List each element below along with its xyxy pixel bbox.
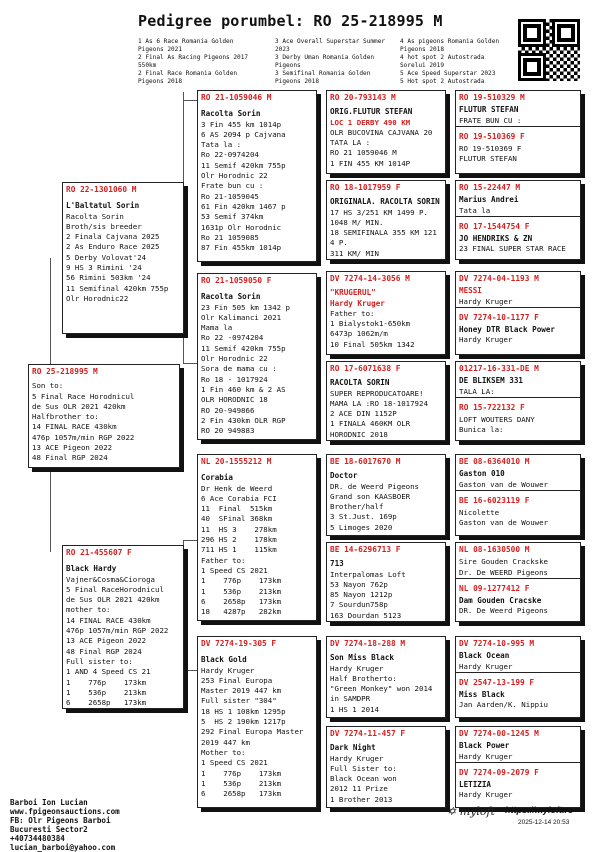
- info-line: mother to:: [66, 605, 111, 615]
- ring-number: BE 14-6296713 F: [330, 545, 401, 554]
- info-line: 1048 M/ MIN.: [330, 217, 384, 227]
- info-line: Interpalomas Loft: [330, 569, 406, 579]
- info-line: LOC 1 DERBY 490 KM: [330, 117, 411, 127]
- info-line: 14 FINAL RACE 430km: [32, 422, 117, 432]
- info-line: Olr Horodnic 22: [201, 354, 268, 364]
- info-line: RO 20 949883: [201, 426, 255, 436]
- pigeon-name: Marius Andrei: [459, 195, 519, 205]
- info-line: 40 SFinal 368km: [201, 514, 273, 524]
- info-line: RO 20-949866: [201, 405, 255, 415]
- pigeon-name: Miss Black: [459, 690, 505, 700]
- pigeon-card-subject[interactable]: [28, 364, 180, 468]
- info-line: 1 Brother 2013: [330, 794, 393, 804]
- info-line: 18 SEMIFINALA 355 KM 121: [330, 228, 437, 238]
- info-line: 17 HS 3/251 KM 1499 P.: [330, 207, 428, 217]
- pigeon-name: LETIZIA: [459, 780, 492, 790]
- pigeon-card-gen3-2[interactable]: [326, 180, 446, 260]
- ring-number: NL 08-1630500 M: [459, 545, 530, 554]
- info-line: 5 Final Race Horodnicul: [32, 391, 135, 401]
- ring-number: RO 19-510369 F: [459, 131, 525, 141]
- info-line: Hardy Kruger: [330, 753, 384, 763]
- info-line: 476p 1057m/min RGP 2022: [32, 432, 135, 442]
- info-line: 1 776p 173km: [201, 576, 282, 586]
- ring-number: RO 21-455607 F: [66, 548, 132, 557]
- print-date: 2025-12-14 20:53: [518, 819, 570, 826]
- info-line: Hardy Kruger: [459, 751, 513, 761]
- pigeon-name: Black Power: [459, 741, 510, 751]
- pigeon-name: Black Hardy: [66, 564, 117, 574]
- info-line: 1 FIN 455 KM 1014P: [330, 158, 411, 168]
- site-link[interactable]: https://myloft.ro: [505, 805, 574, 815]
- connector-line: [183, 100, 197, 101]
- info-line: Dr. De WEERD Pigeons: [459, 567, 548, 577]
- info-line: in SAMDPR: [330, 694, 371, 704]
- info-line: Olr Horodnic 22: [201, 171, 268, 181]
- info-line: 1 Bialystok1-650km: [330, 319, 411, 329]
- pigeon-card-gen2-3[interactable]: [197, 454, 317, 621]
- info-line: 11 Semif 420km 755p: [201, 343, 286, 353]
- ring-number: DV 7274-14-3056 M: [330, 274, 410, 283]
- ring-number: RO 21-1059050 F: [201, 276, 272, 285]
- info-line: 5 Derby Volovat'24: [66, 252, 147, 262]
- info-line: 2 ACE DIN 1152P: [330, 409, 397, 419]
- info-line: 1 536p 213km: [201, 778, 282, 788]
- pigeon-name: RACOLTA SORIN: [330, 378, 390, 388]
- info-line: 6 2658p 173km: [66, 698, 147, 708]
- achievements-col3: 4 As pigeons Romania Golden Pigeons 2018 4 hot spot 2 Autostrada Sorelui 2019 5 Ace Speed Superstar 2023 5 Hot spot 2 Autostrada: [400, 38, 500, 85]
- ring-number: RO 21-1059046 M: [201, 93, 272, 102]
- ring-number: NL 20-1555212 M: [201, 457, 272, 466]
- pigeon-card-gen3-1[interactable]: [326, 90, 446, 174]
- info-line: 296 HS 2 178km: [201, 535, 277, 545]
- pigeon-card-gen4-pair-8[interactable]: [455, 726, 581, 808]
- myloft-logo: ✡ myloft: [447, 805, 495, 818]
- pigeon-card-gen4-pair-7[interactable]: [455, 636, 581, 718]
- pigeon-name: 713: [330, 559, 344, 569]
- info-line: 1 776p 173km: [201, 768, 282, 778]
- ring-number: DV 7274-10-995 M: [459, 639, 535, 648]
- ring-number: DV 7274-09-2079 F: [459, 767, 539, 777]
- info-line: 5 HS 2 190km 1217p: [201, 717, 286, 727]
- ring-number: DV 7274-10-1177 F: [459, 312, 539, 322]
- pigeon-card-sire[interactable]: [62, 182, 184, 334]
- info-line: 18 4287p 282km: [201, 607, 282, 617]
- pigeon-name: Honey DTR Black Power: [459, 325, 556, 335]
- info-line: 6 2658p 173km: [201, 596, 282, 606]
- info-line: Full Sister to:: [330, 763, 397, 773]
- info-line: 1 HS 1 2014: [330, 704, 379, 714]
- info-line: 87 Fin 455km 1014p: [201, 243, 282, 253]
- pigeon-name: DE BLIKSEM 331: [459, 376, 524, 386]
- info-line: 1 Fin 460 km & 2 AS: [201, 384, 286, 394]
- info-line: 2 Fin 430km OLR RGP: [201, 415, 286, 425]
- info-line: 711 HS 1 115km: [201, 545, 277, 555]
- info-line: Olr Horodnic22: [66, 293, 129, 303]
- info-line: Hardy Kruger: [459, 661, 513, 671]
- pigeon-card-dam[interactable]: [62, 545, 184, 709]
- pigeon-card-gen3-7[interactable]: [326, 636, 446, 718]
- pigeon-name: Doctor: [330, 471, 358, 481]
- info-line: Dr Henk de Weerd: [201, 483, 273, 493]
- info-line: 2 As Enduro Race 2025: [66, 242, 160, 252]
- info-line: DR. De Weerd Pigeons: [459, 606, 548, 616]
- info-line: 1 Speed CS 2021: [201, 565, 268, 575]
- ring-number: NL 09-1277412 F: [459, 583, 530, 593]
- info-line: OLR BUCOVINA CAJVANA 20: [330, 127, 433, 137]
- pigeon-name: MESSI: [459, 286, 482, 296]
- pigeon-card-gen4-pair-2[interactable]: [455, 180, 581, 260]
- info-line: Olr Kalimanci 2021: [201, 312, 282, 322]
- ring-number: DV 7274-19-305 F: [201, 639, 277, 648]
- info-line: 1 AND 4 Speed CS 21: [66, 667, 151, 677]
- achievements-col2: 3 Ace Overall Superstar Summer 2023 3 Derby Uman Romania Golden Pigeons 3 Semifinal Romania Golden Pigeons 2018: [275, 38, 386, 85]
- ring-number: RO 20-793143 M: [330, 93, 396, 102]
- achievements-col1: 1 As 6 Race Romania Golden Pigeons 2021 2 Final As Racing Pigeons 2017 550km 2 Final Race Romania Golden Pigeons 2018: [138, 38, 249, 85]
- info-line: RO 21 1059046 M: [330, 148, 397, 158]
- info-line: 2 Finala Cajvana 2025: [66, 232, 160, 242]
- pigeon-breeder: Hardy Kruger: [330, 298, 385, 308]
- info-line: RO 19-510369 F: [459, 144, 522, 154]
- info-line: Son to:: [32, 381, 64, 391]
- info-line: 476p 1057m/min RGP 2022: [66, 626, 169, 636]
- info-line: 2019 447 km: [201, 737, 250, 747]
- pigeon-name: Black Ocean: [459, 651, 510, 661]
- info-line: 48 Final RGP 2024: [32, 453, 108, 463]
- info-line: 11 Semif 420km 755p: [201, 160, 286, 170]
- info-line: 53 Semif 374km: [201, 212, 264, 222]
- info-line: Father to:: [330, 308, 375, 318]
- info-line: 253 Final Europa: [201, 675, 273, 685]
- info-line: Brother/half: [330, 502, 384, 512]
- info-line: Tata la :: [201, 140, 242, 150]
- info-line: 311 KM/ MIN: [330, 248, 379, 258]
- connector-line: [183, 92, 184, 182]
- info-line: Ro 22 -0974204: [201, 333, 264, 343]
- info-line: 53 Nayon 762p: [330, 579, 388, 589]
- info-line: 292 Final Europa Master: [201, 727, 304, 737]
- info-line: 56 Rimini 503km '24: [66, 273, 151, 283]
- info-line: Grand son KAASBOER: [330, 491, 411, 501]
- info-line: LOFT WOUTERS DANY: [459, 415, 535, 425]
- info-line: 2012 11 Prize: [330, 784, 388, 794]
- info-line: Halfbrother to:: [32, 412, 99, 422]
- info-line: 11 Final 515km: [201, 504, 273, 514]
- info-line: 1 Speed CS 2021: [201, 758, 268, 768]
- info-line: Nicolette: [459, 508, 500, 518]
- info-line: 61 Fin 420km 1467 p: [201, 201, 286, 211]
- info-line: 6 AS 2094 p Cajvana: [201, 129, 286, 139]
- info-line: Master 2019 447 km: [201, 686, 282, 696]
- ring-number: RO 19-510329 M: [459, 93, 525, 102]
- info-line: 6 Ace Corabia FCI: [201, 493, 277, 503]
- pigeon-name: JO HENDRIKS & ZN: [459, 234, 533, 244]
- ring-number: DV 7274-18-288 M: [330, 639, 406, 648]
- info-line: de Sus OLR 2021 420km: [66, 595, 160, 605]
- info-line: 6473p 1062m/m: [330, 329, 388, 339]
- pigeon-name: Racolta Sorin: [201, 109, 261, 119]
- ring-number: DV 7274-00-1245 M: [459, 729, 539, 738]
- info-line: 163 Dourdan 5123: [330, 610, 402, 620]
- info-line: Ro 18 - 1017924: [201, 374, 268, 384]
- info-line: Hardy Kruger: [201, 665, 255, 675]
- info-line: MAMA LA :RO 18-1017924: [330, 398, 428, 408]
- connector-line: [183, 363, 197, 364]
- pigeon-logo-icon: ✡: [447, 805, 457, 818]
- pigeon-card-gen4-pair-4[interactable]: [455, 361, 581, 441]
- info-line: HORODNIC 2018: [330, 429, 388, 439]
- pigeon-card-gen4-pair-6[interactable]: [455, 542, 581, 622]
- info-line: 23 FINAL SUPER STAR RACE: [459, 244, 566, 254]
- connector-line: [50, 466, 51, 552]
- ring-number: RO 15-22447 M: [459, 183, 521, 192]
- pigeon-name: ORIG.FLUTUR STEFAN: [330, 107, 413, 117]
- connector-line: [183, 670, 197, 671]
- info-line: Hardy Kruger: [459, 296, 513, 306]
- pigeon-name: Dark Night: [330, 743, 376, 753]
- info-line: Ro 21 1059085: [201, 232, 259, 242]
- ring-number: RO 15-722132 F: [459, 402, 525, 412]
- info-line: 10 Final 505km 1342: [330, 339, 415, 349]
- connector-line: [183, 540, 197, 541]
- pigeon-name: Gaston 010: [459, 469, 505, 479]
- info-line: 23 Fin 505 km 1342 p: [201, 302, 290, 312]
- pigeon-card-gen2-2[interactable]: [197, 273, 317, 440]
- pigeon-name: Black Gold: [201, 655, 247, 665]
- info-line: Hardy Kruger: [459, 335, 513, 345]
- connector-line: [50, 258, 51, 368]
- pigeon-card-gen4-pair-3[interactable]: [455, 271, 581, 355]
- info-line: Father to:: [201, 555, 246, 565]
- info-line: Bunica la:: [459, 425, 504, 435]
- info-line: 5 Limoges 2020: [330, 522, 393, 532]
- info-line: OLR HORODNIC 18: [201, 395, 268, 405]
- info-line: Gaston van de Wouwer: [459, 479, 548, 489]
- pigeon-name: Corabia: [201, 473, 234, 483]
- info-line: 1 FINALA 460KM OLR: [330, 419, 411, 429]
- ring-number: DV 7274-11-457 F: [330, 729, 406, 738]
- info-line: Sire Gouden Crackske: [459, 557, 548, 567]
- pigeon-card-gen3-5[interactable]: [326, 454, 446, 536]
- pigeon-name: "KRUGERUL": [330, 288, 376, 298]
- info-line: 85 Nayon 1212p: [330, 590, 393, 600]
- info-line: 9 HS 3 Rimini '24: [66, 263, 142, 273]
- pigeon-name: Dam Gouden Cracske: [459, 596, 542, 606]
- pigeon-name: Son Miss Black: [330, 653, 395, 663]
- info-line: Mama la: [201, 323, 233, 333]
- info-line: 11 Semifinal 420km 755p: [66, 283, 169, 293]
- info-line: 11 HS 3 278km: [201, 524, 277, 534]
- info-line: TATA LA :: [330, 138, 371, 148]
- info-line: 6 2658p 173km: [201, 789, 282, 799]
- info-line: Black Ocean won: [330, 774, 397, 784]
- info-line: Tata la: [459, 205, 491, 215]
- info-line: de Sus OLR 2021 420km: [32, 401, 126, 411]
- info-line: Frate bun cu :: [201, 181, 264, 191]
- info-line: 1 776p 173km: [66, 677, 147, 687]
- pigeon-name: L'Baltatul Sorin: [66, 201, 140, 211]
- info-line: Half Brotherto:: [330, 673, 397, 683]
- info-line: FRATE BUN CU :: [459, 115, 522, 125]
- info-line: Ro 21-1059045: [201, 191, 259, 201]
- info-line: 18 HS 1 108km 1295p: [201, 706, 286, 716]
- qr-code[interactable]: [518, 19, 580, 81]
- pigeon-card-gen3-4[interactable]: [326, 361, 446, 441]
- ring-number: RO 18-1017959 F: [330, 183, 401, 192]
- info-line: 3 Fin 455 km 1014p: [201, 119, 282, 129]
- info-line: 48 Final RGP 2024: [66, 646, 142, 656]
- info-line: Mother to:: [201, 747, 246, 757]
- info-line: 13 ACE Pigeon 2022: [66, 636, 147, 646]
- pigeon-card-gen4-pair-1[interactable]: [455, 90, 581, 174]
- page-title: Pedigree porumbel: RO 25-218995 M: [138, 12, 443, 30]
- pigeon-card-gen4-pair-5[interactable]: [455, 454, 581, 536]
- ring-number: BE 18-6017670 M: [330, 457, 401, 466]
- info-line: Sora de mama cu :: [201, 364, 277, 374]
- pigeon-card-gen3-3[interactable]: [326, 271, 446, 355]
- info-line: SUPER REPRODUCATOARE!: [330, 388, 424, 398]
- pigeon-name: Racolta Sorin: [201, 292, 261, 302]
- info-line: "Green Monkey" won 2014: [330, 684, 433, 694]
- ring-number: RO 17-1544754 F: [459, 221, 530, 231]
- pigeon-card-gen2-4[interactable]: [197, 636, 317, 808]
- owner-contact: Barboi Ion Lucian www.fpigeonsauctions.com FB: Olr Pigeons Barboi Bucuresti Sector2 +40734480384 lucian_barboi@yahoo.com: [10, 798, 120, 852]
- pigeon-card-gen3-8[interactable]: [326, 726, 446, 808]
- pigeon-card-gen2-1[interactable]: [197, 90, 317, 262]
- info-line: Hardy Kruger: [459, 790, 513, 800]
- info-line: Ro 22-0974204: [201, 150, 259, 160]
- info-line: Racolta Sorin: [66, 211, 124, 221]
- info-line: FLUTUR STEFAN: [459, 154, 517, 164]
- info-line: Broth/sis breeder: [66, 221, 142, 231]
- info-line: DR. de Weerd Pigeons: [330, 481, 419, 491]
- ring-number: RO 17-6071638 F: [330, 364, 401, 373]
- info-line: 1631p Olr Horodnic: [201, 222, 282, 232]
- ring-number: 01217-16-331-DE M: [459, 364, 539, 373]
- pigeon-name: FLUTUR STEFAN: [459, 105, 519, 115]
- ring-number: DV 7274-04-1193 M: [459, 274, 539, 283]
- info-line: 4 P.: [330, 238, 348, 248]
- info-line: 13 ACE Pigeon 2022: [32, 443, 113, 453]
- info-line: 3 St.Just. 169p: [330, 512, 397, 522]
- info-line: Gaston van de Wouwer: [459, 518, 548, 528]
- info-line: Hardy Kruger: [330, 663, 384, 673]
- pigeon-name: ORIGINALA. RACOLTA SORIN: [330, 197, 440, 207]
- ring-number: BE 16-6023119 F: [459, 495, 530, 505]
- info-line: Full sister to:: [66, 656, 133, 666]
- info-line: Jan Aarden/K. Nippiu: [459, 700, 548, 710]
- info-line: 14 FINAL RACE 430km: [66, 615, 151, 625]
- ring-number: RO 22-1301060 M: [66, 185, 137, 194]
- info-line: TALA LA:: [459, 386, 495, 396]
- info-line: 1 536p 213km: [66, 687, 147, 697]
- info-line: Full sister "304": [201, 696, 277, 706]
- info-line: 5 Final RaceHorodnicul: [66, 584, 164, 594]
- info-line: 1 536p 213km: [201, 586, 282, 596]
- info-line: 7 Sourdun758p: [330, 600, 388, 610]
- ring-number: BE 08-6364010 M: [459, 457, 530, 466]
- info-line: Vajner&Cosma&Cioroga: [66, 574, 155, 584]
- ring-number: DV 2547-13-199 F: [459, 677, 535, 687]
- ring-number: RO 25-218995 M: [32, 367, 98, 376]
- pigeon-card-gen3-6[interactable]: [326, 542, 446, 622]
